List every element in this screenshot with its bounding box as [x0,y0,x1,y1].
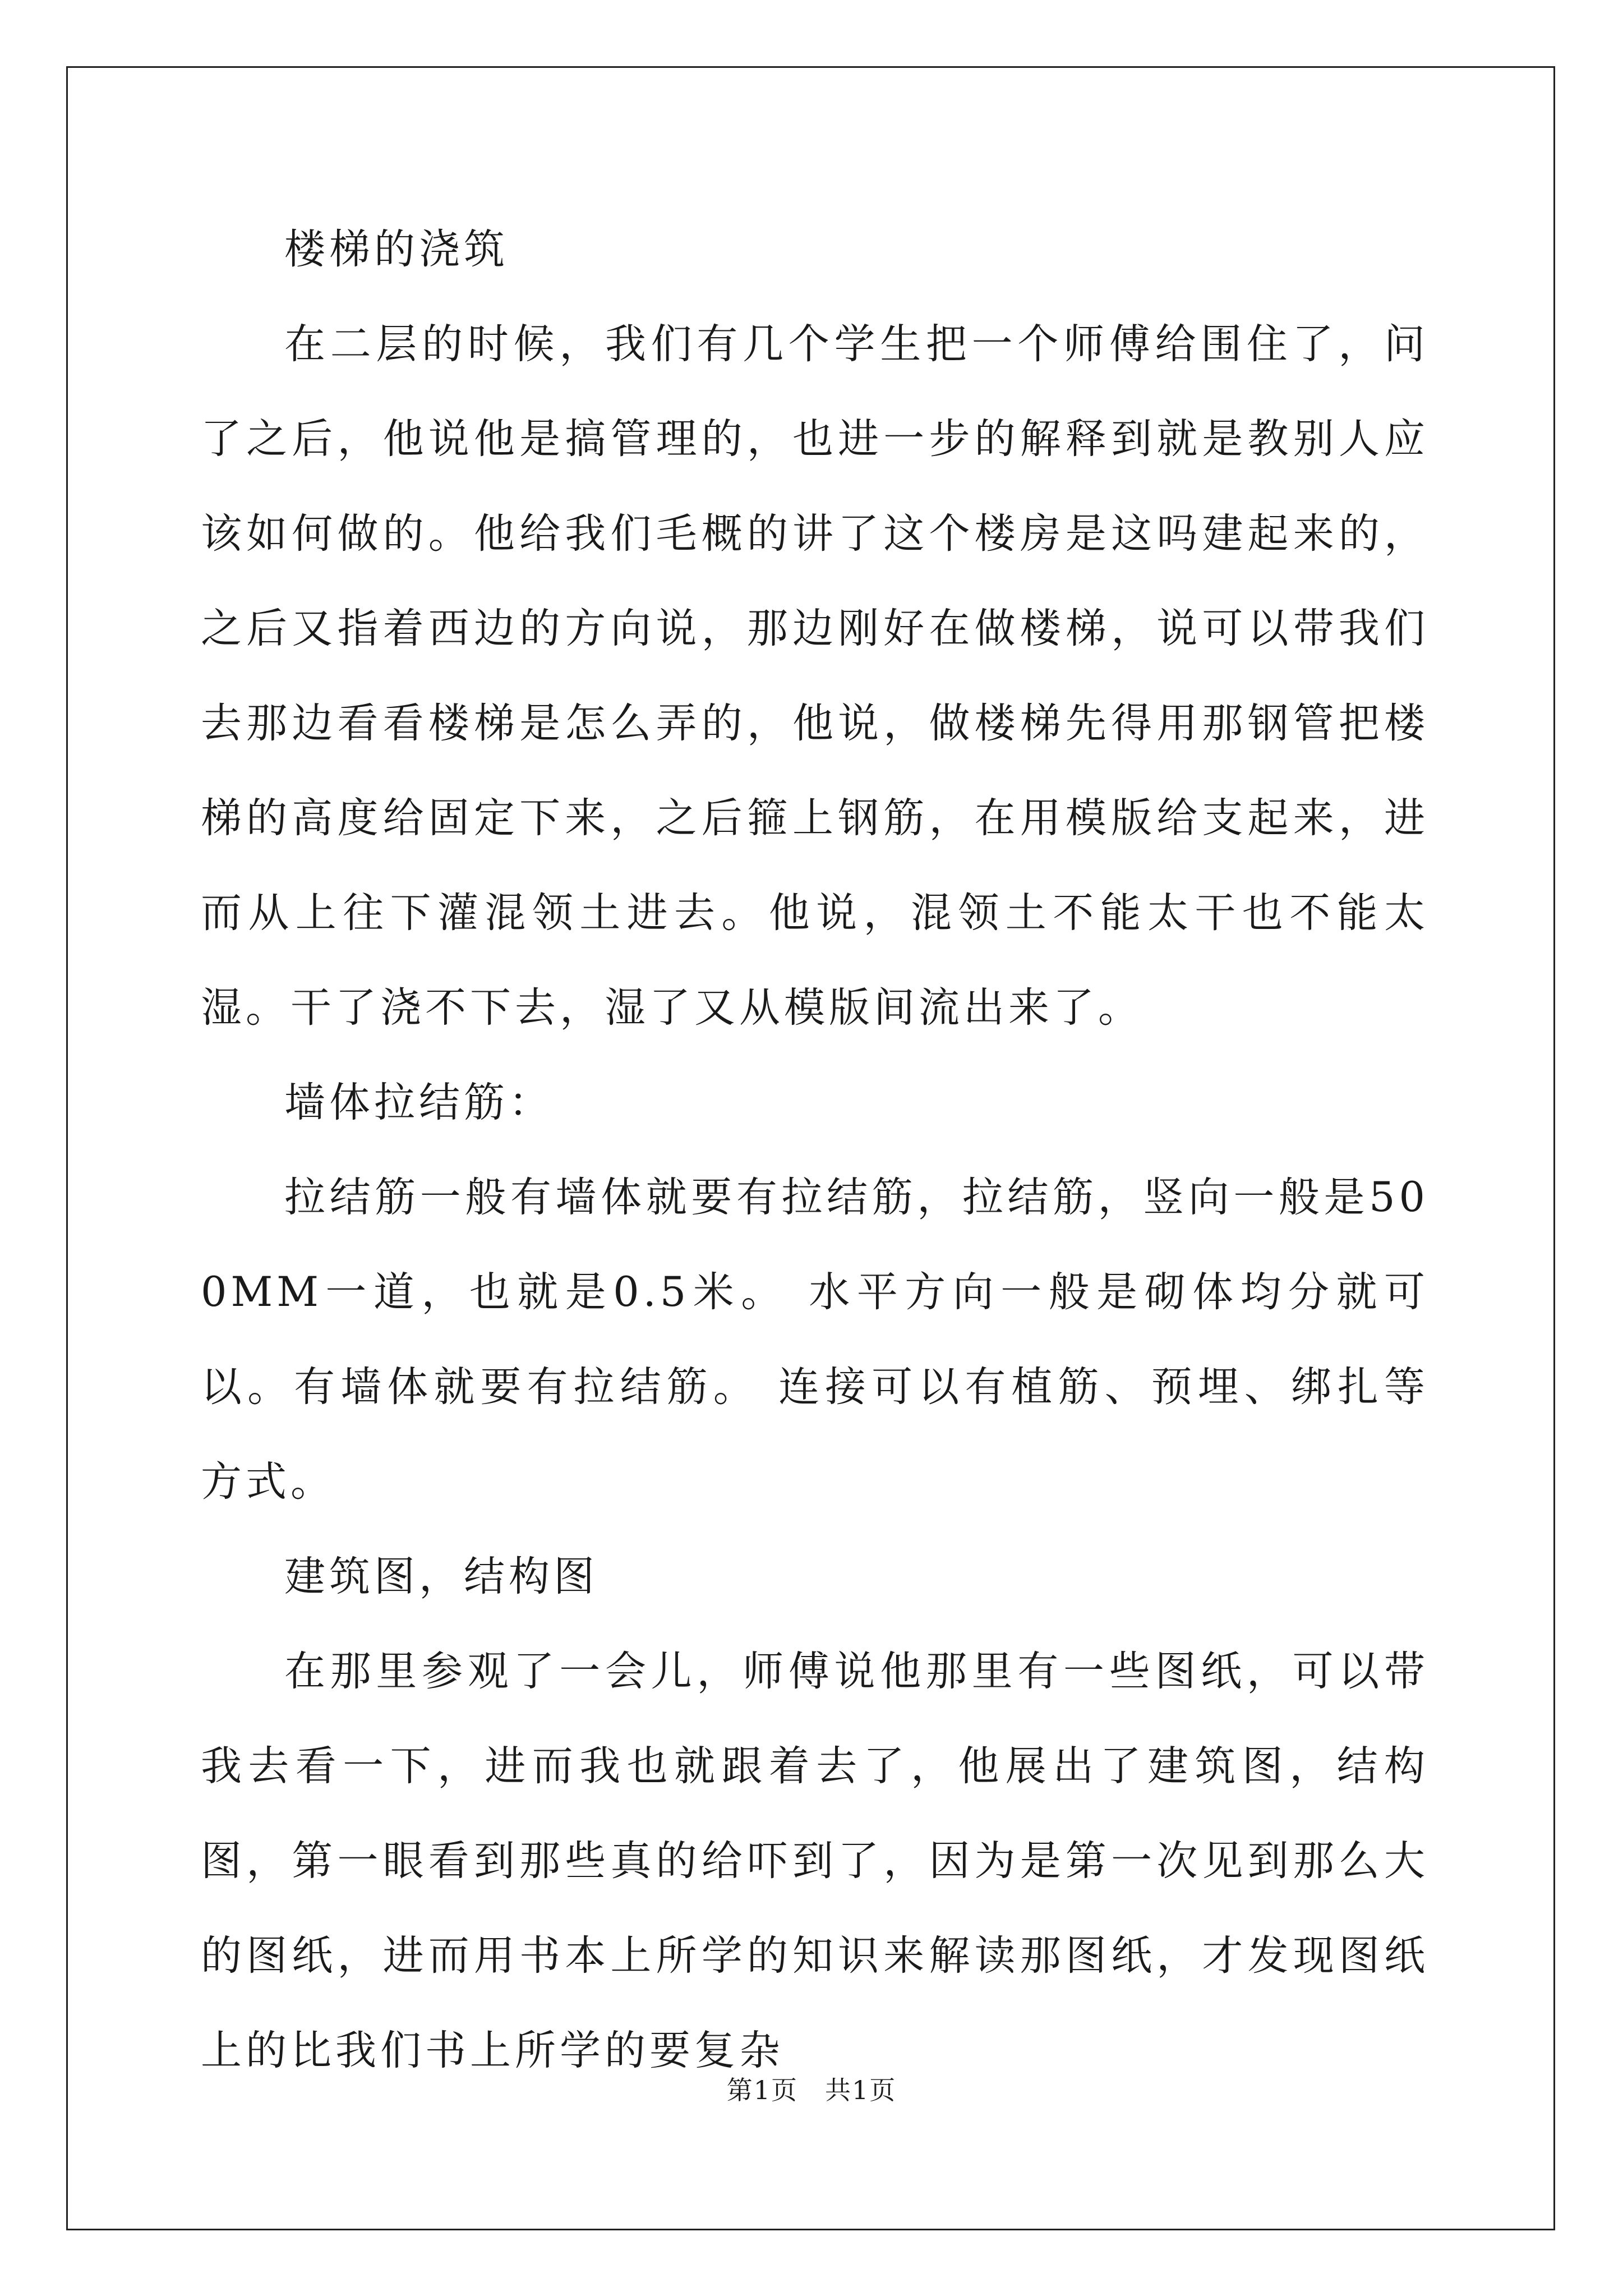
page-number: 第1页 [726,2075,798,2105]
paragraph-wall-tie-bars: 拉结筋一般有墙体就要有拉结筋，拉结筋，竖向一般是500MM一道，也就是0.5米。 水平方向一般是砌体均分就可以。有墙体就要有拉结筋。 连接可以有植筋、预埋、绑扎等方式。 [201,1174,1429,1506]
section-heading-wall-tie-bars: 墙体拉结筋： [284,1079,554,1126]
document-body [201,202,1429,2098]
paragraph-drawings: 在那里参观了一会儿，师傅说他那里有一些图纸，可以带我去看一下，进而我也就跟着去了，他展出了建筑图，结构图，第一眼看到那些真的给吓到了，因为是第一次见到那么大的图纸，进而用书本上所学的知识来解读那图纸，才发现图纸上的比我们书上所学的要复杂 [201,1648,1429,2074]
page-total: 共1页 [825,2075,897,2105]
paragraph-stair-pouring: 在二层的时候，我们有几个学生把一个师傅给围住了，问了之后，他说他是搞管理的，也进一步的解释到就是教别人应该如何做的。他给我们毛概的讲了这个楼房是这吗建起来的，之后又指着西边的方向说，那边刚好在做楼梯，说可以带我们去那边看看楼梯是怎么弄的，他说，做楼梯先得用那钢管把楼梯的高度给固定下来，之后箍上钢筋，在用模版给支起来，进而从上往下灌混领土进去。他说，混领土不能太干也不能太湿。干了浇不下去，湿了又从模版间流出来了。 [201,320,1429,1032]
section-heading-stair-pouring: 楼梯的浇筑 [284,226,509,273]
page-footer [0,2070,1623,2107]
section-heading-drawings: 建筑图，结构图 [284,1553,598,1600]
